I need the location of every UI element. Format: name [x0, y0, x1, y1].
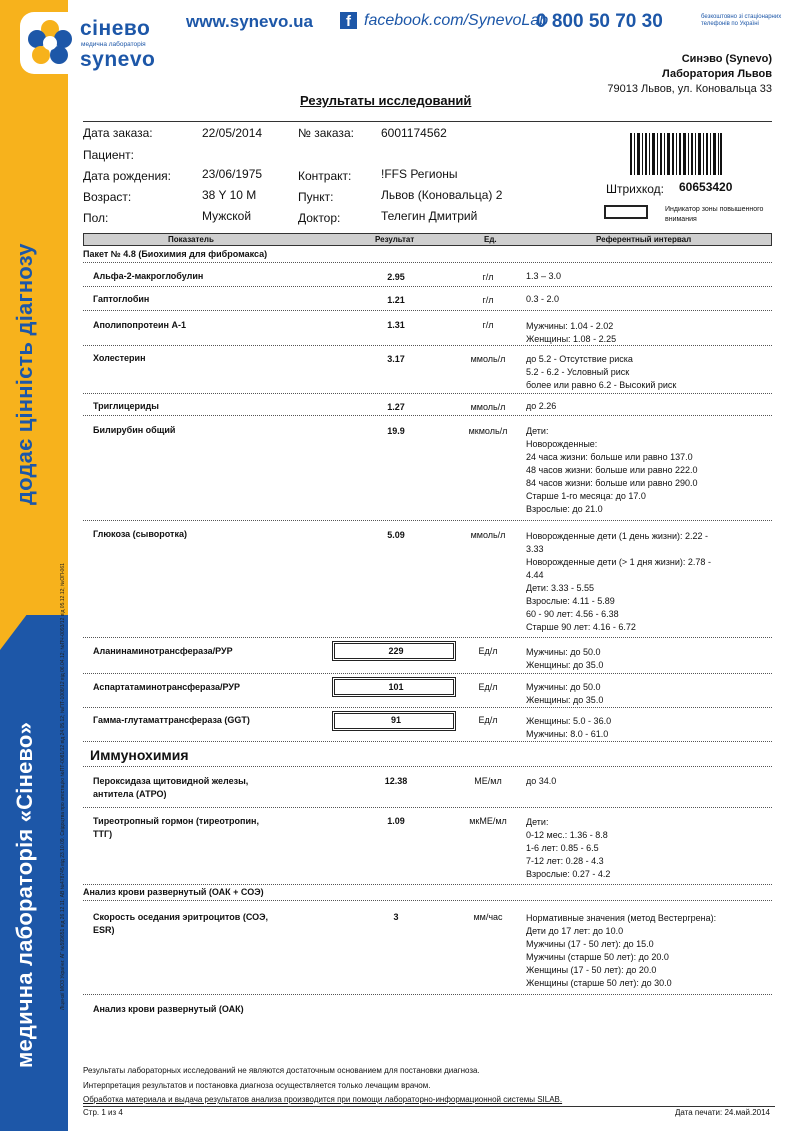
row-unit-11: МЕ/мл: [474, 776, 502, 786]
row-result-6: 19.9: [387, 426, 405, 436]
results-table-header: [83, 233, 772, 246]
row-separator: [83, 900, 772, 901]
footer-note-1: Результаты лабораторных исследований не являются достаточным основанием для постановки диагноза.: [83, 1066, 480, 1075]
page-title: Результаты исследований: [300, 93, 472, 108]
row-name-11: Пероксидаза щитовидной железы, антитела (АТРО): [93, 776, 249, 799]
row-ref-5: до 2.26: [526, 401, 557, 411]
row-unit-1: г/л: [482, 272, 494, 282]
row-separator: [83, 345, 772, 346]
row-unit-5: ммоль/л: [470, 402, 506, 412]
row-unit-4: ммоль/л: [470, 354, 506, 364]
header-divider: [83, 121, 772, 122]
row-separator: [83, 310, 772, 311]
footer-note-3: Обработка материала и выдача результатов анализа производится при помощи лабораторно-информационной системы SILAB.: [83, 1095, 563, 1104]
barcode-value: 60653420: [679, 180, 733, 194]
row-result-2: 1.21: [387, 295, 405, 305]
contract-label: Контракт:: [298, 169, 352, 183]
row-name-8: Аланинаминотрансфераза/РУР: [93, 646, 233, 656]
age-value: 38 Y 10 M: [202, 188, 257, 202]
section-blood-soe: Анализ крови развернутый (ОАК + СОЭ): [83, 887, 264, 897]
row-unit-8: Ед/л: [478, 646, 498, 656]
barcode-label: Штрихкод:: [606, 182, 665, 196]
row-result-3: 1.31: [387, 320, 405, 330]
row-unit-9: Ед/л: [478, 682, 498, 692]
facebook-icon: f: [340, 12, 357, 29]
side-slogan-top: додає цінність діагнозу: [12, 243, 37, 505]
section-blood: Анализ крови развернутый (ОАК): [93, 1004, 244, 1014]
row-ref-7: Новорожденные дети (1 день жизни): 2.22 - 3.33 Новорожденные дети (> 1 дня жизни): 2.78 - 4.44 Дети: 3.33 - 5.55 Взрослые: 4.11 - 5.89 60 - 90 лет: 4.56 - 6.38 Старше 90 лет: 4.16 - 6.72: [526, 531, 711, 632]
doctor-label: Доктор:: [298, 211, 341, 225]
order-date-value: 22/05/2014: [202, 126, 263, 140]
row-separator: [83, 262, 772, 263]
age-label: Возраст:: [83, 190, 132, 204]
row-separator: [83, 994, 772, 995]
side-banner-divider: [0, 560, 68, 650]
row-ref-10: Женщины: 5.0 - 36.0 Мужчины: 8.0 - 61.0: [526, 716, 612, 739]
row-result-13: 3: [393, 912, 399, 922]
facebook-link[interactable]: facebook.com/SynevoLab: [364, 12, 549, 29]
footer-divider: [83, 1106, 775, 1107]
row-name-12: Тиреотропный гормон (тиреотропин, ТТГ): [93, 816, 259, 839]
header-indicator: Показатель: [168, 235, 214, 244]
lab-address: 79013 Львов, ул. Коновальца 33: [607, 83, 772, 95]
row-name-13: Скорость оседания эритроцитов (СОЭ, ESR): [93, 912, 268, 935]
row-separator: [83, 673, 772, 674]
row-ref-9: Мужчины: до 50.0 Женщины: до 35.0: [526, 682, 604, 705]
patient-label: Пациент:: [83, 148, 135, 162]
sex-label: Пол:: [83, 211, 109, 225]
row-separator: [83, 415, 772, 416]
row-name-1: Альфа-2-макроглобулин: [93, 271, 204, 281]
birth-date-value: 23/06/1975: [202, 167, 263, 181]
attention-zone-label: Индикатор зоны повышенного внимания: [665, 206, 764, 223]
row-ref-13: Нормативные значения (метод Вестергрена): Дети до 17 лет: до 10.0 Мужчины (17 - 50 лет): до 15.0 Мужчины (старше 50 лет): до 20.0 Женщины (17 - 50 лет): до 20.0 Женщины (старше 50 лет): до 30.0: [526, 913, 717, 988]
birth-date-label: Дата рождения:: [83, 169, 171, 183]
row-unit-3: г/л: [482, 320, 494, 330]
row-name-9: Аспартатаминотрансфераза/РУР: [93, 682, 241, 692]
section-immunochemistry: Иммунохимия: [90, 747, 189, 763]
flower-logo-icon: [24, 19, 76, 69]
logo-word-synevo: synevo: [80, 48, 156, 71]
point-value: Львов (Коновальца) 2: [381, 188, 503, 202]
row-result-5: 1.27: [387, 402, 405, 412]
row-result-7: 5.09: [387, 530, 405, 540]
lab-address-block: [607, 52, 772, 97]
row-name-6: Билирубин общий: [93, 425, 176, 435]
row-unit-10: Ед/л: [478, 715, 498, 725]
row-separator: [83, 884, 772, 885]
row-ref-11: до 34.0: [526, 776, 557, 786]
header-result: Результат: [375, 235, 415, 244]
row-result-8: 229: [388, 646, 404, 656]
row-ref-12: Дети: 0-12 мес.: 1.36 - 8.8 1-6 лет: 0.85 - 6.5 7-12 лет: 0.28 - 4.3 Взрослые: 0.27 - 4.2: [526, 817, 611, 879]
row-name-7: Глюкоза (сыворотка): [93, 529, 187, 539]
logo-word-sinevo: сінево: [80, 17, 151, 40]
row-name-5: Триглицериды: [93, 401, 159, 411]
order-date-label: Дата заказа:: [83, 126, 153, 140]
print-date: Дата печати: 24.май.2014: [674, 1108, 770, 1117]
attention-zone-indicator: [604, 205, 648, 219]
phone-note: безкоштовно зі стаціонарних телефонів по Україні: [701, 14, 782, 27]
phone-number: 0 800 50 70 30: [536, 11, 663, 32]
header-unit: Ед.: [484, 235, 497, 244]
row-ref-1: 1.3 – 3.0: [526, 271, 562, 281]
website-link[interactable]: www.synevo.ua: [186, 12, 313, 31]
order-number-label: № заказа:: [298, 126, 354, 140]
row-unit-13: мм/час: [473, 912, 503, 922]
barcode-image: [630, 133, 722, 175]
footer-note-2: Интерпретация результатов и постановка диагноза осуществляется только лечащим врачом.: [83, 1081, 431, 1090]
row-separator: [83, 393, 772, 394]
row-unit-2: г/л: [482, 295, 494, 305]
row-ref-6: Дети: Новорожденные: 24 часа жизни: больше или равно 137.0 48 часов жизни: больше или равно 222.0 84 часов жизни: больше или равно 290.0 Старше 1-го месяца: до 17.0 Взрослые: до 21.0: [526, 426, 698, 514]
row-result-11: 12.38: [384, 776, 408, 786]
row-name-10: Гамма-глутаматтрансфераза (GGT): [93, 715, 250, 725]
row-separator: [83, 520, 772, 521]
lab-name: Лаборатория Львов: [662, 68, 772, 80]
row-separator: [83, 741, 772, 742]
page-number: Стр. 1 из 4: [83, 1108, 123, 1117]
row-separator: [83, 807, 772, 808]
row-separator: [83, 637, 772, 638]
row-unit-7: ммоль/л: [470, 530, 506, 540]
row-name-2: Гаптоглобин: [93, 294, 150, 304]
row-ref-4: до 5.2 - Отсутствие риска 5.2 - 6.2 - Условный риск более или равно 6.2 - Высокий риск: [526, 354, 677, 390]
sex-value: Мужской: [202, 209, 252, 223]
row-ref-2: 0.3 - 2.0: [526, 294, 560, 304]
side-banner: [0, 0, 68, 1131]
synevo-logo: [20, 12, 168, 74]
row-unit-12: мкМЕ/мл: [469, 816, 507, 826]
row-result-4: 3.17: [387, 354, 405, 364]
section-package: Пакет № 4.8 (Биохимия для фибромакса): [83, 249, 268, 259]
order-number-value: 6001174562: [381, 126, 447, 140]
row-separator: [83, 766, 772, 767]
point-label: Пункт:: [298, 190, 334, 204]
row-separator: [83, 286, 772, 287]
row-unit-6: мкмоль/л: [468, 426, 508, 436]
licence-text: Ліцензії МОЗ України: АГ №599651 від 26.12.11; АВ №478745 від 23.10.09. Свідоцтва про атестацію №ПТ-0081/12 від 24.05.12; №ПТ-1008/12 від 06.04.12; №ПЧ-0093/12 від 05.12.12; №ОП-061: [60, 563, 66, 1010]
header-reference: Референтный интервал: [596, 235, 692, 244]
side-slogan-bottom: медична лабораторія «Сінево»: [12, 721, 37, 1068]
row-name-3: Аполипопротеин А-1: [93, 320, 186, 330]
row-name-4: Холестерин: [93, 353, 146, 363]
row-ref-8: Мужчины: до 50.0 Женщины: до 35.0: [526, 647, 604, 670]
row-result-1: 2.95: [387, 272, 405, 282]
row-result-9: 101: [388, 682, 404, 692]
row-result-10: 91: [390, 715, 401, 725]
row-separator: [83, 707, 772, 708]
row-ref-3: Мужчины: 1.04 - 2.02 Женщины: 1.08 - 2.25: [526, 321, 617, 344]
row-result-12: 1.09: [387, 816, 405, 826]
contract-value: !FFS Регионы: [381, 167, 458, 181]
org-name: Синэво (Synevo): [681, 53, 772, 65]
logo-subtitle: медична лабораторія: [81, 41, 146, 48]
doctor-value: Телегин Дмитрий: [381, 209, 478, 223]
